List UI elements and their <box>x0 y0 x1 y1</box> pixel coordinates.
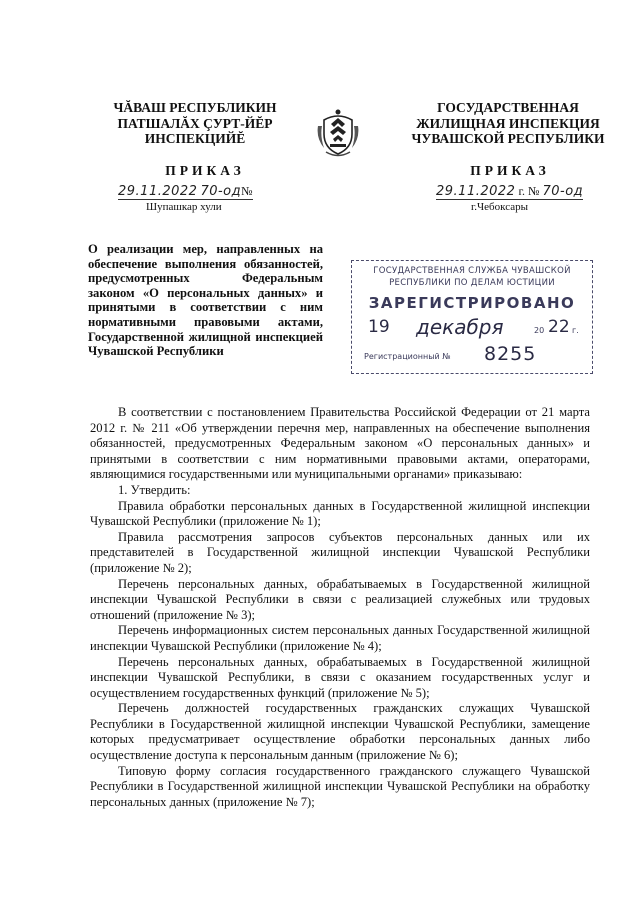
prikaz-title-chuvash: ПРИКАЗ <box>165 163 245 178</box>
body-paragraph: В соответствии с постановлением Правительства Российской Федерации от 21 марта 2012 г. № 211 «Об утверждении перечня мер, направленных на обеспечение выполнения обязанностей, предусмотренных Федеральным законом «О персональных данных» и принятыми в соответствии с ним нормативными правовыми актами, операторами, являющимися государственными или муниципальными органами» приказываю: <box>90 405 590 482</box>
number-sign: № <box>528 184 540 198</box>
order-body <box>90 405 590 810</box>
header-russian <box>398 100 618 147</box>
stamp-agency-line: РЕСПУБЛИКИ ПО ДЕЛАМ ЮСТИЦИИ <box>389 278 555 288</box>
header-russian-line: ЧУВАШСКОЙ РЕСПУБЛИКИ <box>411 131 605 146</box>
number-sign: № <box>241 184 253 198</box>
stamp-month: декабря <box>416 315 504 339</box>
prikaz-title-russian: ПРИКАЗ <box>470 163 550 178</box>
stamp-reg-number: 8255 <box>484 343 537 365</box>
stamp-reg-label: Регистрационный № <box>364 352 451 361</box>
registration-stamp <box>351 260 593 374</box>
order-date-handwritten: 29.11.2022 <box>118 184 198 199</box>
order-subject: О реализации мер, направленных на обеспечение выполнения обязанностей, предусмотренных Федеральным законом «О персональных данных» и принятыми в соответствии с ним нормативными правовыми актами, Государственной жилищной инспекцией Чувашской Республики <box>88 242 323 359</box>
order-date-handwritten: 29.11.2022 <box>436 184 516 199</box>
body-paragraph: 1. Утвердить: <box>118 482 191 497</box>
order-dateline-russian <box>436 184 583 200</box>
stamp-year: 22 <box>548 317 570 337</box>
stamp-day: 19 <box>368 317 390 337</box>
body-paragraph: Правила обработки персональных данных в Государственной жилищной инспекции Чувашской Республики (приложение № 1); <box>90 498 590 529</box>
body-paragraph: Перечень должностей государственных гражданских служащих Чувашской Республики в Государственной жилищной инспекции Чувашской Республики, замещение которых предусматривает осуществление обработки персональных данных либо осуществление доступа к персональным данным (приложение № 6); <box>90 701 590 763</box>
city-russian: г.Чебоксары <box>471 201 529 213</box>
body-paragraph: Перечень персональных данных, обрабатываемых в Государственной жилищной инспекции Чувашской Республики в связи с реализацией служебных или трудовых отношений (приложение № 3); <box>90 576 590 622</box>
body-paragraph: Перечень персональных данных, обрабатываемых в Государственной жилищной инспекции Чувашской Республики, в связи с оказанием государственных услуг и осуществлением государственных функций (приложение № 5); <box>90 654 590 700</box>
city-chuvash: Шупашкар хули <box>146 201 222 213</box>
order-number-handwritten: 70-од <box>200 184 242 199</box>
stamp-date <box>366 315 581 341</box>
header-chuvash <box>80 100 310 147</box>
year-suffix: г. <box>518 184 526 198</box>
order-number-handwritten: 70-од <box>542 184 584 199</box>
stamp-agency-line: ГОСУДАРСТВЕННАЯ СЛУЖБА ЧУВАШСКОЙ <box>373 266 571 276</box>
stamp-century: 20 <box>534 326 545 335</box>
stamp-year-suffix: г. <box>572 326 579 335</box>
header-chuvash-line: ПАТШАЛĂХ ÇУРТ-ЙĔР <box>117 115 273 131</box>
body-paragraph: Перечень информационных систем персональных данных Государственной жилищной инспекции Чувашской Республики (приложение № 4); <box>90 623 590 653</box>
coat-of-arms-emblem <box>316 106 360 160</box>
stamp-registered: ЗАРЕГИСТРИРОВАНО <box>368 294 576 312</box>
order-dateline-chuvash <box>118 184 253 200</box>
body-paragraph: Типовую форму согласия государственного гражданского служащего Чувашской Республики в Государственной жилищной инспекции Чувашской Республики на обработку персональных данных (приложение № 7); <box>90 763 590 809</box>
header-russian-line: ГОСУДАРСТВЕННАЯ <box>437 100 579 115</box>
body-paragraph: Правила рассмотрения запросов субъектов персональных данных или их представителей в Государственной жилищной инспекции Чувашской Республики (приложение № 2); <box>90 529 590 575</box>
header-chuvash-line: ЧĂВАШ РЕСПУБЛИКИН <box>113 100 277 115</box>
header-chuvash-line: ИНСПЕКЦИЙĔ <box>144 131 246 146</box>
header-russian-line: ЖИЛИЩНАЯ ИНСПЕКЦИЯ <box>416 115 600 131</box>
